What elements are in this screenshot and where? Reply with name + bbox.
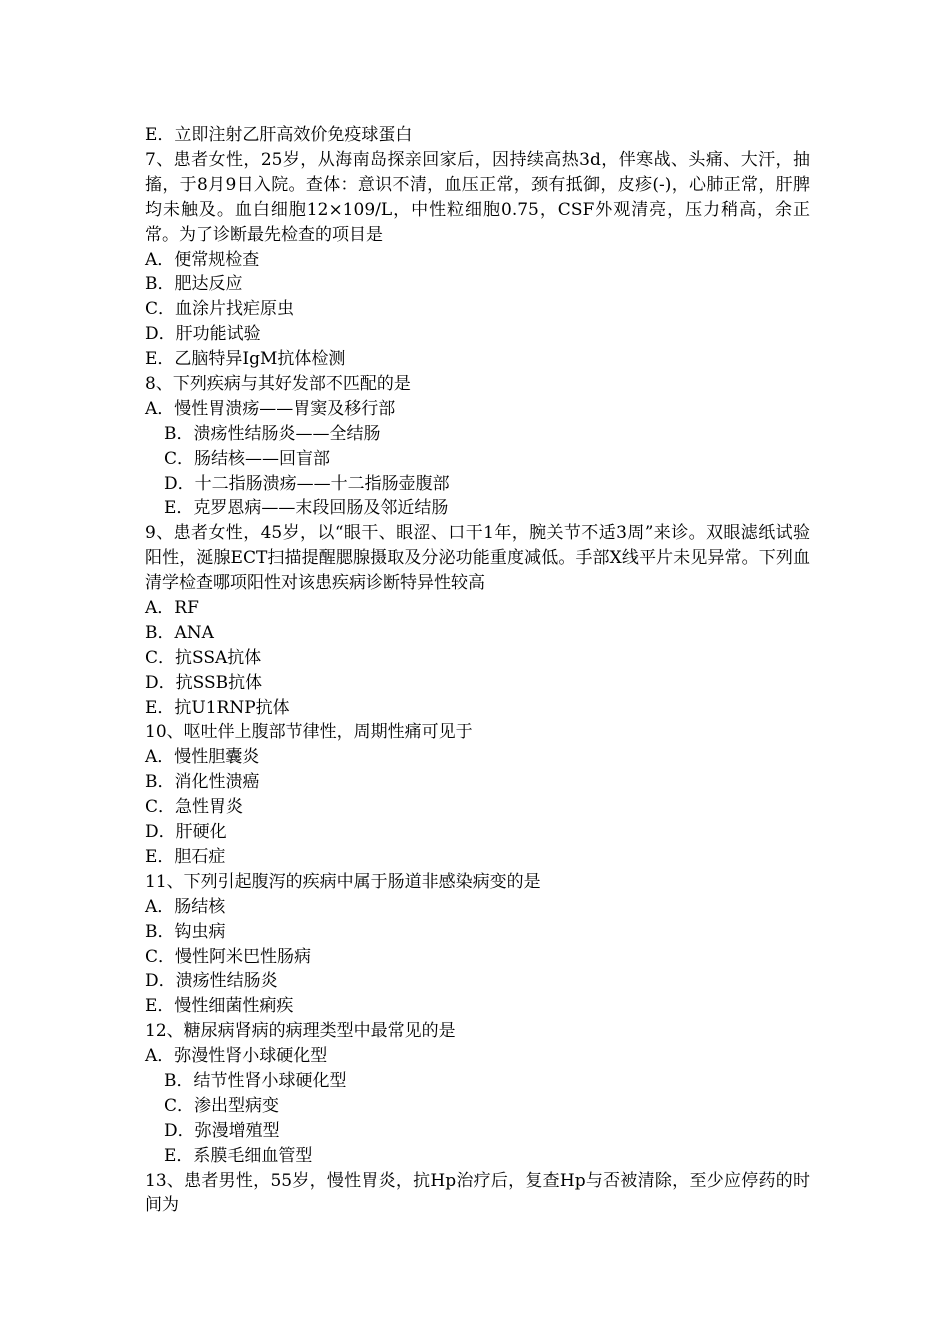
text-line: 8、下列疾病与其好发部不匹配的是 — [145, 373, 411, 394]
text-line: B．肥达反应 — [145, 274, 243, 295]
text-line: C．急性胃炎 — [145, 797, 244, 818]
text-line: 12、糖尿病肾病的病理类型中最常见的是 — [145, 1021, 456, 1042]
text-line: A．RF — [145, 598, 199, 619]
text-line: B．消化性溃癌 — [145, 772, 260, 793]
text-line: D．十二指肠溃疡——十二指肠壶腹部 — [164, 473, 450, 494]
text-line: E．慢性细菌性痢疾 — [145, 996, 294, 1017]
text-line: D．溃疡性结肠炎 — [145, 971, 278, 992]
text-line: E．系膜毛细血管型 — [164, 1145, 313, 1166]
text-line: B．结节性肾小球硬化型 — [164, 1070, 347, 1091]
text-line: C．肠结核——回盲部 — [164, 448, 331, 469]
text-line: C．渗出型病变 — [164, 1095, 280, 1116]
text-line: A．慢性胆囊炎 — [145, 747, 260, 768]
text-line: 13、患者男性，55岁，慢性胃炎，抗Hp治疗后，复查Hp与否被清除，至少应停药的时间为 — [145, 1170, 810, 1216]
text-line: B．ANA — [145, 622, 214, 643]
text-line: 11、下列引起腹泻的疾病中属于肠道非感染病变的是 — [145, 871, 541, 892]
text-line: E．抗U1RNP抗体 — [145, 697, 290, 718]
text-line: D．肝功能试验 — [145, 324, 261, 345]
text-line: D．弥漫增殖型 — [164, 1120, 280, 1141]
text-line: D．肝硬化 — [145, 822, 227, 843]
text-line: E．胆石症 — [145, 846, 226, 867]
text-line: E．乙脑特异IgM抗体检测 — [145, 349, 346, 370]
text-line: A．便常规检查 — [145, 249, 260, 270]
text-line: E．克罗恩病——末段回肠及邻近结肠 — [164, 498, 449, 519]
text-line: A．慢性胃溃疡——胃窦及移行部 — [145, 398, 396, 419]
text-line: C．慢性阿米巴性肠病 — [145, 946, 312, 967]
text-line: B．钩虫病 — [145, 921, 226, 942]
text-line: A．弥漫性肾小球硬化型 — [145, 1046, 328, 1067]
text-line: B．溃疡性结肠炎——全结肠 — [164, 423, 381, 444]
document-page — [145, 123, 810, 1218]
text-line: C．抗SSA抗体 — [145, 647, 262, 668]
text-line: A．肠结核 — [145, 896, 226, 917]
text-line: 7、患者女性，25岁，从海南岛探亲回家后，因持续高热3d，伴寒战、头痛、大汗，抽搐，于8月9日入院。查体：意识不清，血压正常，颈有抵御，皮疹(-)，心肺正常，肝脾均未触及。血白细胞12×109/L，中性粒细胞0.75，CSF外观清亮，压力稍高，余正常。为了诊断最先检查的项目是 — [145, 149, 810, 245]
text-line: 9、患者女性，45岁，以“眼干、眼涩、口干1年，腕关节不适3周”来诊。双眼滤纸试验阳性，涎腺ECT扫描提醒腮腺摄取及分泌功能重度减低。手部X线平片未见异常。下列血清学检查哪项阳性对该患疾病诊断特异性较高 — [145, 523, 810, 594]
text-line: C．血涂片找疟原虫 — [145, 299, 295, 320]
text-line: E．立即注射乙肝高效价免疫球蛋白 — [145, 125, 413, 145]
text-line: D．抗SSB抗体 — [145, 672, 263, 693]
text-line: 10、呕吐伴上腹部节律性，周期性痛可见于 — [145, 722, 473, 743]
